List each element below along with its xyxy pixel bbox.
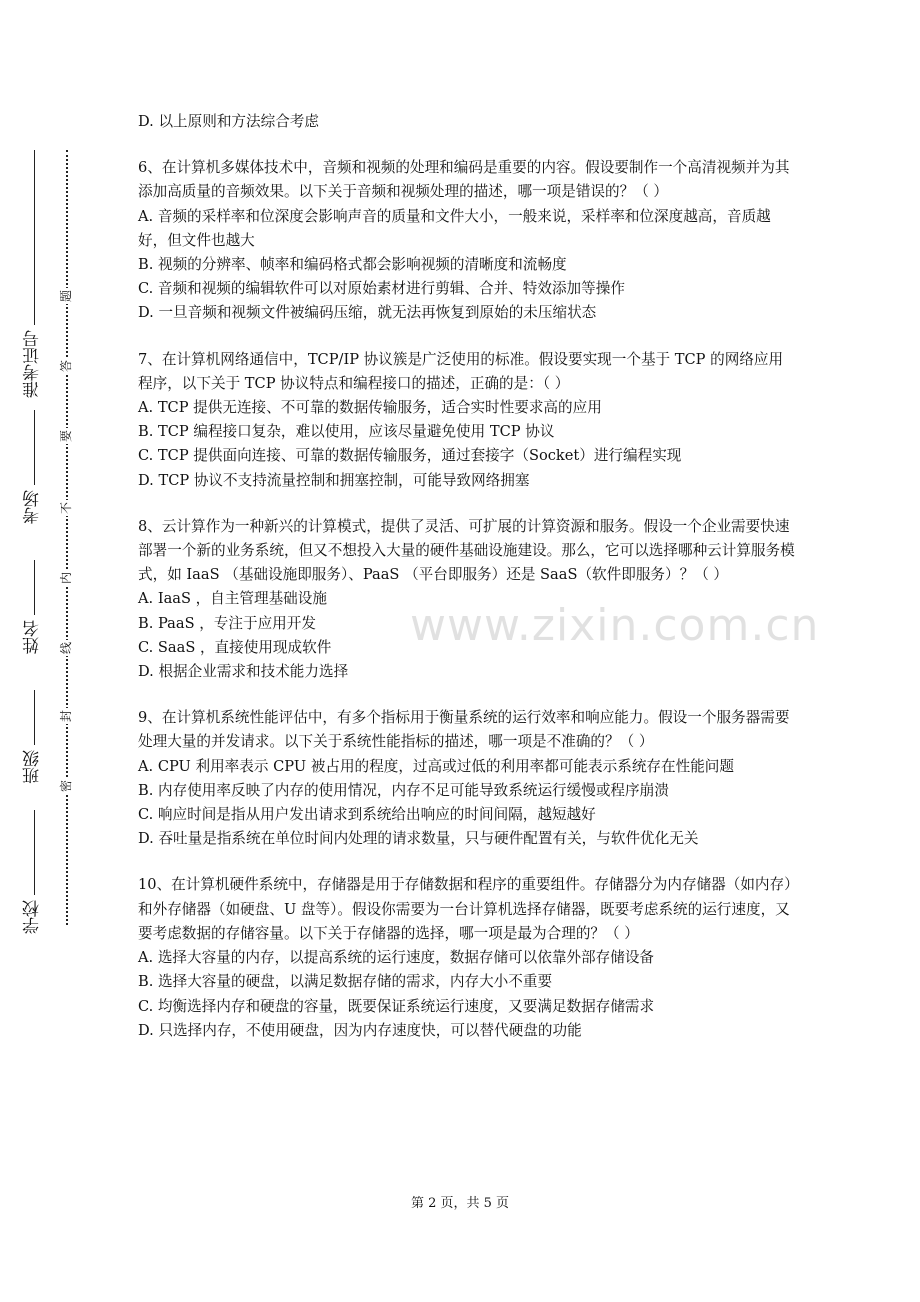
name-field [22,560,44,690]
seal-char: 答 [59,360,73,373]
option-b: B. 内存使用率反映了内存的使用情况，内存不足可能导致系统运行缓慢或程序崩溃 [138,781,669,799]
option-c: C. TCP 提供面向连接、可靠的数据传输服务，通过套接字（Socket）进行编程实现 [138,447,682,465]
option-c: C. 音频和视频的编辑软件可以对原始素材进行剪辑、合并、特效添加等操作 [138,280,625,298]
option-b: B. 选择大容量的硬盘，以满足数据存储的需求，内存大小不重要 [138,973,553,991]
option-a: A. IaaS ，自主管理基础设施 [138,590,327,608]
option-a: A. TCP 提供无连接、不可靠的数据传输服务，适合实时性要求高的应用 [138,399,602,417]
option-a: A. 选择大容量的内存，以提高系统的运行速度，数据存储可以依靠外部存储设备 [138,949,655,967]
option-b: B. TCP 编程接口复杂，难以使用，应该尽量避免使用 TCP 协议 [138,423,555,441]
question-stem: 9、在计算机系统性能评估中，有多个指标用于衡量系统的运行效率和响应能力。假设一个服务器需要处理大量的并发请求。以下关于系统性能指标的描述，哪一项是不准确的？（ ） [138,709,790,751]
question-stem: 8、云计算作为一种新兴的计算模式，提供了灵活、可扩展的计算资源和服务。假设一个企业需要快速部署一个新的业务系统，但又不想投入大量的硬件基础设施建设。那么，它可以选择哪种云计算服务模式，如 IaaS （基础设施即服务）、PaaS （平台即服务）还是 SaaS（软件即服务）？（ ） [138,517,795,584]
exam-number-label: 准考证号 [23,330,43,398]
school-label: 学校 [23,900,43,934]
name-blank [34,560,35,615]
option-d: D. 一旦音频和视频文件被编码压缩，就无法再恢复到原始的未压缩状态 [138,304,597,322]
question-stem: 6、在计算机多媒体技术中，音频和视频的处理和编码是重要的内容。假设要制作一个高清视频并为其添加高质量的音频效果。以下关于音频和视频处理的描述，哪一项是错误的？（ ） [138,159,790,201]
exam-number-field [22,150,44,400]
class-blank [34,690,35,745]
option-d: D. 根据企业需求和技术能力选择 [138,663,349,681]
question-stem: 7、在计算机网络通信中，TCP/IP 协议簇是广泛使用的标准。假设要实现一个基于 TCP 的网络应用程序，以下关于 TCP 协议特点和编程接口的描述，正确的是：（ ） [138,350,784,392]
seal-char: 密 [59,780,73,793]
name-label: 姓名 [23,620,43,654]
seal-char: 内 [59,572,73,585]
seal-line [66,150,68,925]
option-d: D. TCP 协议不支持流量控制和拥塞控制，可能导致网络拥塞 [138,471,530,489]
option-d: D. 只选择内存，不使用硬盘，因为内存速度快，可以替代硬盘的功能 [138,1021,582,1039]
seal-char: 封 [59,710,73,723]
option-a: A. CPU 利用率表示 CPU 被占用的程度，过高或过低的利用率都可能表示系统存在性能问题 [138,757,734,775]
question-9 [138,706,796,851]
option-c: C. 响应时间是指从用户发出请求到系统给出响应的时间间隔，越短越好 [138,806,596,824]
seal-char: 要 [59,430,73,443]
watermark: www.zixin.com.cn [410,600,820,651]
option-c: C. SaaS ，直接使用现成软件 [138,638,332,656]
seal-char: 题 [59,290,73,303]
question-list [138,110,796,1065]
option-b: B. 视频的分辨率、帧率和编码格式都会影响视频的清晰度和流畅度 [138,256,567,274]
school-blank [34,810,35,895]
option-c: C. 均衡选择内存和硬盘的容量，既要保证系统运行速度，又要满足数据存储需求 [138,997,655,1015]
option-b: B. PaaS ，专注于应用开发 [138,614,316,632]
question-5-tail [138,110,796,134]
question-10 [138,873,796,1042]
exam-room-blank [34,410,35,485]
option-a: A. 音频的采样率和位深度会影响声音的质量和文件大小，一般来说，采样率和位深度越高，音质越好，但文件也越大 [138,207,771,249]
question-6 [138,156,796,325]
exam-room-label: 考场 [23,490,43,524]
question-stem: 10、在计算机硬件系统中，存储器是用于存储数据和程序的重要组件。存储器分为内存储器（如内存）和外存储器（如硬盘、U 盘等）。假设你需要为一台计算机选择存储器，既要考虑系统的运行速度，又要考虑数据的存储容量。以下关于存储器的选择，哪一项是最为合理的？（ ） [138,876,792,942]
exam-number-blank [34,150,35,325]
page-number: 第 2 页，共 5 页 [410,1196,510,1211]
option-d: D. 吞吐量是指系统在单位时间内处理的请求数量，只与硬件配置有关，与软件优化无关 [138,830,699,848]
question-7 [138,348,796,493]
seal-char: 线 [59,642,73,655]
seal-char: 不 [59,502,73,515]
exam-room-field [22,410,44,560]
school-field [22,810,44,950]
option-d: D. 以上原则和方法综合考虑 [138,113,319,130]
class-field [22,690,44,800]
binding-margin [0,0,110,1302]
class-label: 班级 [23,750,43,784]
